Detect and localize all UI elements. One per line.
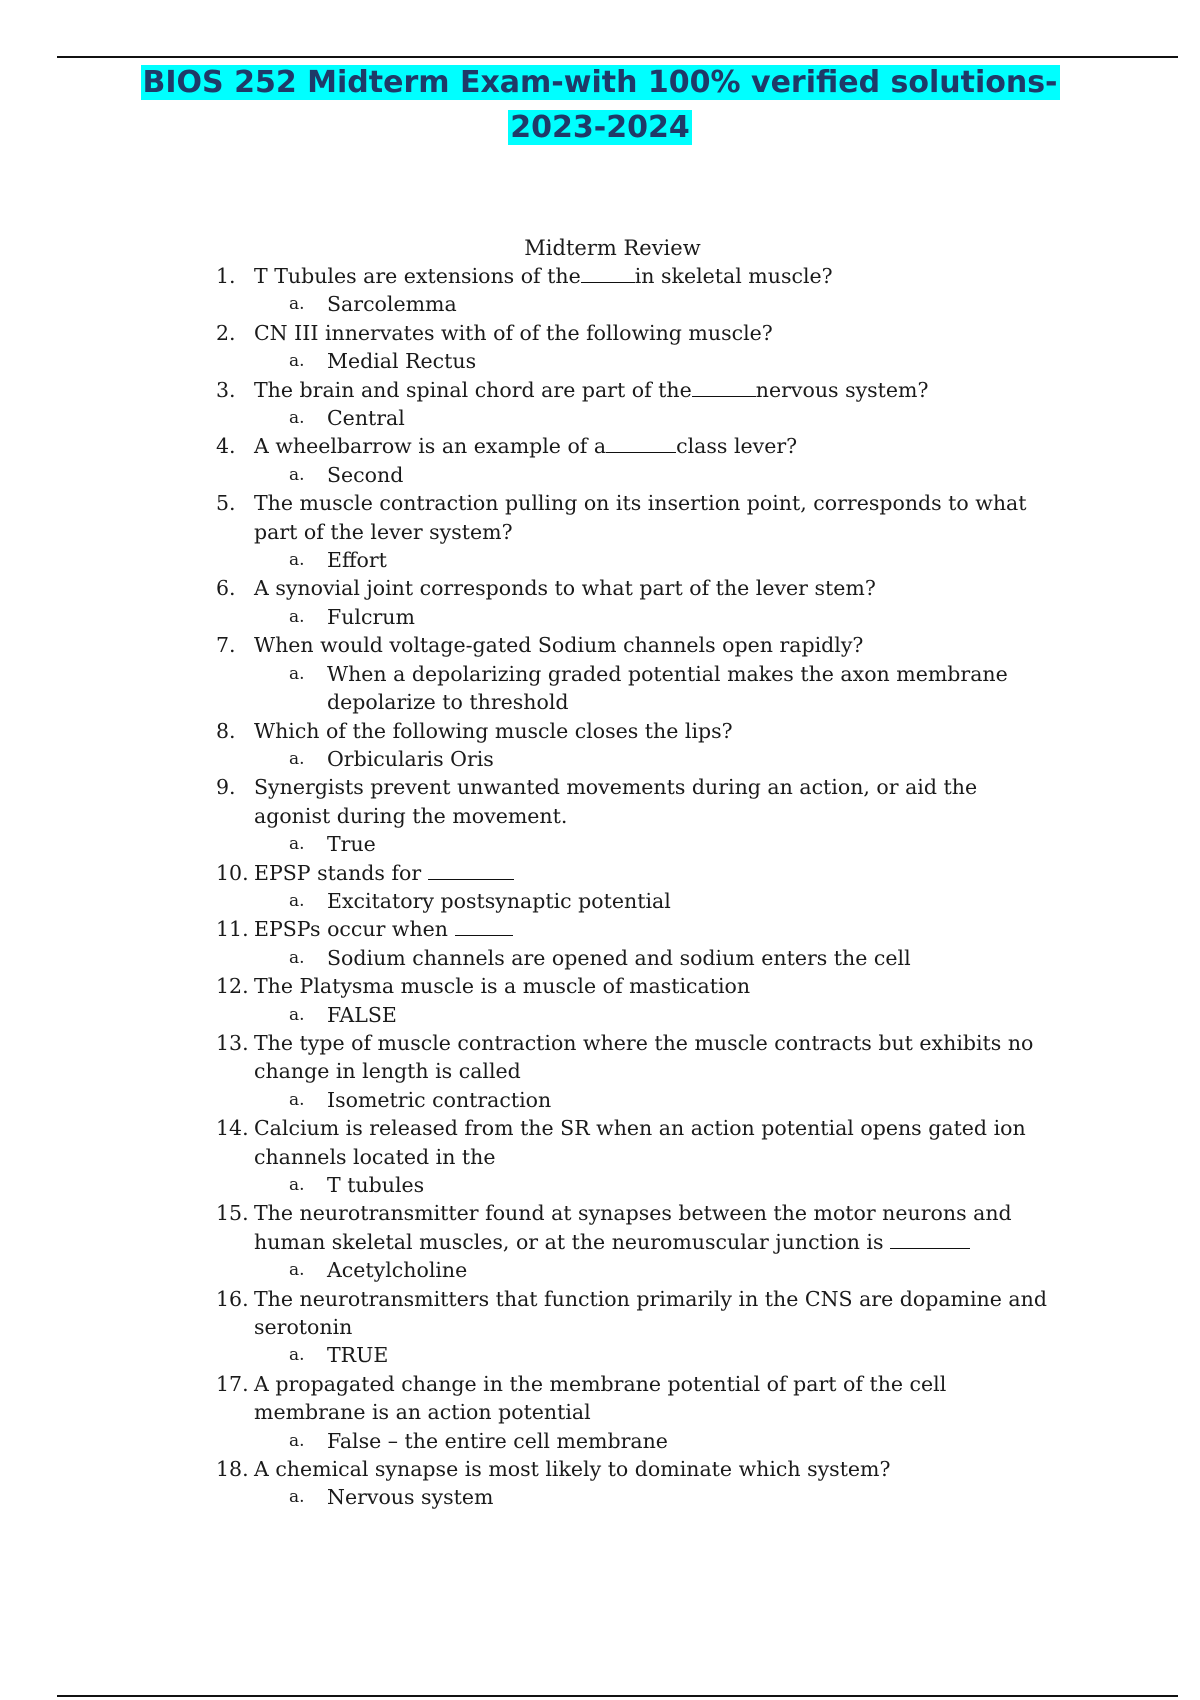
question-number: 9. [216,775,236,800]
answer-text: T tubules [327,1173,425,1197]
answer-letter: a. [289,1089,305,1110]
answer [254,1171,1052,1199]
question-text: A synovial joint corresponds to what part of the lever stem? [254,576,876,601]
answer [254,1001,1052,1029]
answer-text: Isometric contraction [327,1087,552,1112]
answer-text: Acetylcholine [327,1258,468,1283]
answer-letter: a. [289,1487,305,1508]
question-item [216,432,1052,489]
answer [254,461,1052,489]
question-text: T Tubules are extensions of the [254,264,581,288]
question-text-end: in skeletal muscle? [634,264,833,288]
answer-letter: a. [289,550,305,571]
question-text-end: class lever? [676,434,798,459]
answer [254,1427,1052,1455]
answer-letter: a. [289,748,305,769]
answer-text: Effort [327,548,387,573]
question-text: A chemical synapse is most likely to dominate which system? [254,1457,891,1482]
answer-letter: a. [289,606,305,627]
answer-blank [692,378,756,397]
question-number: 17. [216,1371,249,1396]
answer-blank [455,917,513,936]
section-heading: Midterm Review [524,236,701,260]
question-number: 11. [216,917,249,942]
answer-blank [890,1230,970,1249]
question-number: 10. [216,860,249,885]
answer-text: When a depolarizing graded potential makes the axon membrane depolarize to threshold [327,661,1008,715]
question-item [216,574,1052,631]
answer-text: Sarcolemma [327,292,457,317]
answer [254,1483,1052,1511]
question-number: 5. [216,491,236,516]
question-item [216,262,1052,319]
answer [254,660,1052,717]
question-text: The muscle contraction pulling on its insertion point, corresponds to what part of the lever system? [254,491,1027,544]
answer [254,1341,1052,1369]
title-line-1: BIOS 252 Midterm Exam-with 100% verified solutions- [142,65,1058,100]
question-item [216,859,1052,916]
answer-letter: a. [289,834,305,855]
question-text: A wheelbarrow is an example of a [254,434,607,459]
answer-letter: a. [289,1004,305,1025]
answer-text: TRUE [327,1343,389,1368]
answer-text: FALSE [327,1002,397,1027]
bottom-rule [57,1695,1178,1697]
answer-text: Fulcrum [327,604,415,629]
answer-text: Medial Rectus [327,349,477,374]
answer [254,347,1052,375]
question-text: Calcium is released from the SR when an action potential opens gated ion channels located in the [254,1116,1026,1169]
question-number: 1. [216,264,236,288]
question-text: EPSP stands for [254,860,422,885]
question-item [216,1114,1052,1199]
question-text-end: nervous system? [755,377,929,402]
top-rule [57,56,1178,58]
question-number: 15. [216,1201,249,1226]
answer [254,404,1052,432]
question-text: Synergists prevent unwanted movements during an action, or aid the agonist during the movement. [254,775,978,828]
question-number: 13. [216,1030,249,1055]
answer-text: Central [327,406,405,431]
question-text: The Platysma muscle is a muscle of mastication [254,974,751,999]
question-item [216,319,1052,376]
answer-letter: a. [289,663,305,684]
question-number: 12. [216,974,249,999]
answer-text: Excitatory postsynaptic potential [327,888,671,913]
answer-text: Orbicularis Oris [327,746,494,771]
answer [254,887,1052,915]
question-number: 14. [216,1116,249,1141]
question-item [216,717,1052,774]
answer-letter: a. [289,947,305,968]
answer-letter: a. [289,464,305,485]
document-title [0,60,1200,150]
answer [254,546,1052,574]
question-item [216,1029,1052,1114]
answer [254,745,1052,773]
question-number: 8. [216,718,236,743]
question-item [216,972,1052,1029]
title-line-2: 2023-2024 [510,110,690,145]
question-text: The neurotransmitter found at synapses between the motor neurons and human skeletal muscles, or at the neuromuscular junction is [254,1201,1012,1254]
answer-blank [606,434,676,453]
question-item [216,631,1052,716]
question-text: EPSPs occur when [254,917,448,942]
question-number: 3. [216,377,236,402]
answer [254,830,1052,858]
answer-text: True [327,832,376,857]
question-number: 7. [216,633,236,658]
question-item [216,773,1052,858]
question-number: 4. [216,434,236,459]
question-text: Which of the following muscle closes the lips? [254,718,733,743]
question-item [216,376,1052,433]
question-item [216,1455,1052,1512]
answer-letter: a. [289,1430,305,1451]
question-item [216,1199,1052,1284]
question-text: The neurotransmitters that function primarily in the CNS are dopamine and serotonin [254,1286,1047,1340]
answer-letter: a. [289,1345,305,1366]
answer-blank [581,264,635,283]
answer-letter: a. [289,1260,305,1281]
question-number: 2. [216,320,236,345]
answer-letter: a. [289,408,305,429]
question-number: 6. [216,576,236,601]
question-item [216,915,1052,972]
question-number: 16. [216,1286,249,1311]
answer [254,944,1052,972]
answer [254,603,1052,631]
answer-letter: a. [289,294,305,315]
question-text: CN III innervates with of of the following muscle? [254,320,773,345]
question-item [216,1370,1052,1455]
answer [254,1086,1052,1114]
question-item [216,489,1052,574]
question-text: A propagated change in the membrane potential of part of the cell membrane is an action potential [254,1371,947,1425]
question-text: The brain and spinal chord are part of the [254,377,692,402]
question-number: 18. [216,1457,249,1482]
answer-text: Nervous system [327,1485,494,1510]
answer-text: False – the entire cell membrane [327,1428,668,1453]
answer-letter: a. [289,1175,305,1195]
question-text: When would voltage-gated Sodium channels open rapidly? [254,633,864,658]
question-list [216,262,1052,1512]
answer-letter: a. [289,351,305,372]
answer [254,1256,1052,1284]
answer [254,290,1052,318]
answer-letter: a. [289,890,305,911]
answer-text: Sodium channels are opened and sodium enters the cell [327,945,911,970]
answer-text: Second [327,462,404,487]
question-text: The type of muscle contraction where the muscle contracts but exhibits no change in length is called [254,1030,1034,1084]
answer-blank [428,861,514,880]
question-item [216,1285,1052,1370]
